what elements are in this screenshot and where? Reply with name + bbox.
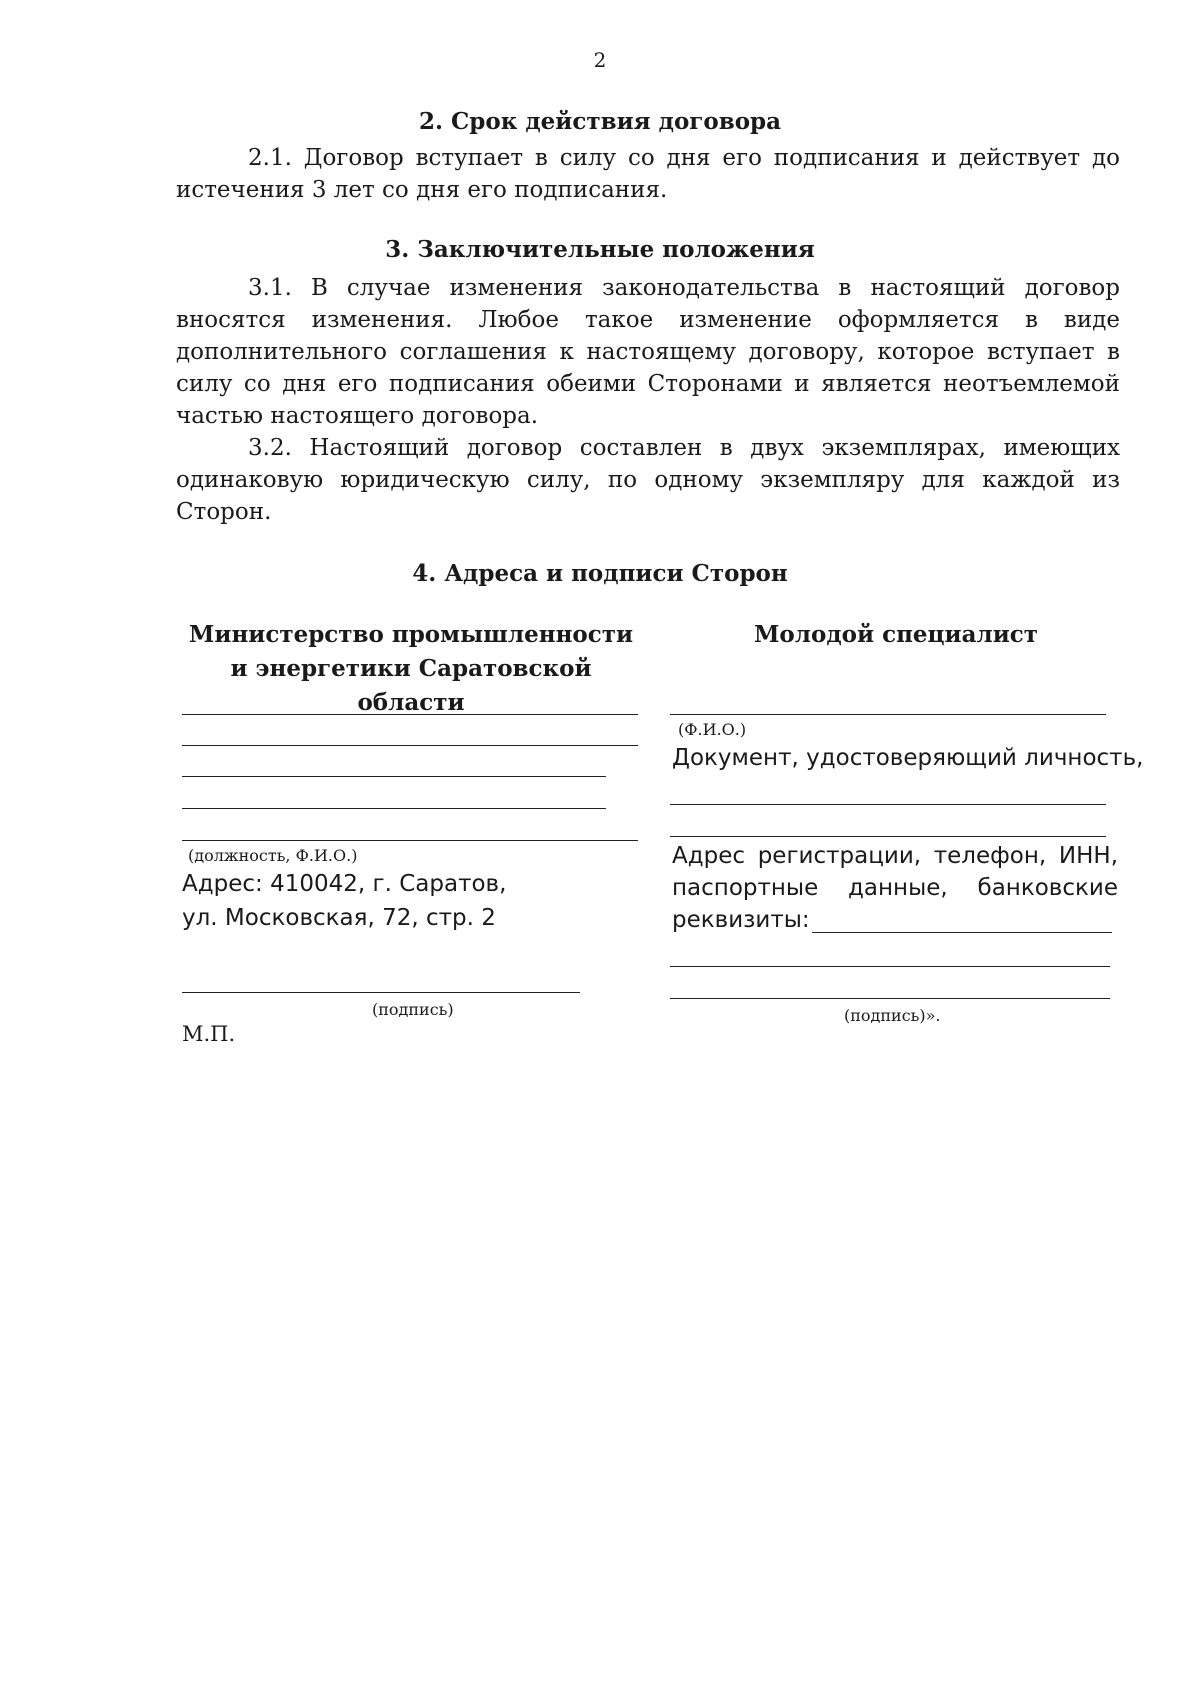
specialist-document-line (670, 804, 1106, 805)
ministry-title (176, 618, 646, 720)
specialist-signature-caption: (подпись)». (844, 1006, 941, 1025)
ministry-blank-line-3 (182, 776, 606, 777)
specialist-document-label: Документ, удостоверяющий личность, (672, 745, 1144, 771)
ministry-blank-line-2 (182, 745, 638, 746)
page-number: 2 (593, 48, 607, 72)
stamp-placeholder: М.П. (182, 1022, 236, 1046)
specialist-details-line-1 (812, 932, 1112, 933)
ministry-signature-caption: (подпись) (372, 1000, 454, 1019)
section-2-title: 2. Срок действия договора (418, 108, 782, 135)
ministry-blank-line-1 (182, 714, 638, 715)
specialist-address-line-1: Адрес регистрации, телефон, ИНН, (672, 843, 1118, 869)
clause-3-1: 3.1. В случае изменения законодательства в настоящий договор вносятся изменения. Любое такое изменение оформляется в виде дополнительного соглашения к настоящему договору, которое вступает в силу со дня его подписания обеими Сторонами и является неотъемлемой частью настоящего договора. (176, 275, 1120, 429)
clause-3-2: 3.2. Настоящий договор составлен в двух экземплярах, имеющих одинаковую юридическую силу, по одному экземпляру для каждой из Сторон. (176, 435, 1120, 525)
specialist-fio-caption: (Ф.И.О.) (678, 720, 747, 739)
specialist-signature-line (670, 998, 1110, 999)
specialist-fio-line (670, 714, 1106, 715)
ministry-address-line-2: ул. Московская, 72, стр. 2 (182, 905, 496, 931)
specialist-address-line-2: паспортные данные, банковские (672, 875, 1118, 901)
ministry-title-line-1: Министерство промышленности (188, 621, 634, 648)
specialist-title-text: Молодой специалист (753, 621, 1039, 648)
ministry-position-caption: (должность, Ф.И.О.) (188, 846, 358, 865)
clause-2-1: 2.1. Договор вступает в силу со дня его подписания и действует до истечения 3 лет со дня его подписания. (176, 145, 1120, 203)
section-4-title: 4. Адреса и подписи Сторон (412, 560, 788, 587)
ministry-address-line-1: Адрес: 410042, г. Саратов, (182, 871, 507, 897)
section-3-title: 3. Заключительные положения (385, 236, 815, 263)
specialist-title (666, 618, 1126, 652)
specialist-address-line-3: реквизиты: (672, 907, 810, 933)
ministry-title-line-2: и энергетики Саратовской области (230, 655, 592, 716)
ministry-signature-line (182, 992, 580, 993)
specialist-details-line-2 (670, 966, 1110, 967)
ministry-blank-line-5 (182, 840, 638, 841)
ministry-blank-line-4 (182, 808, 606, 809)
specialist-document-line-2 (670, 836, 1106, 837)
